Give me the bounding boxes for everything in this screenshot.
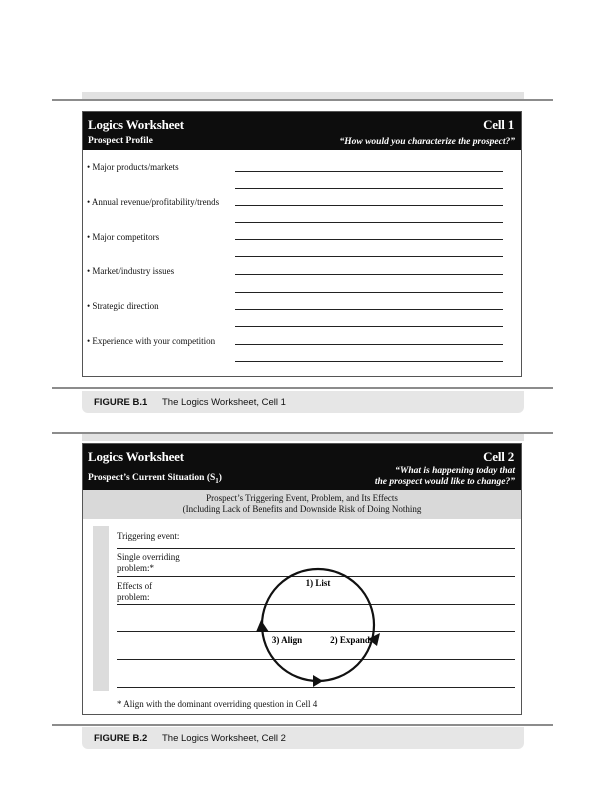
cell-2-header	[83, 444, 521, 490]
profile-item-strategy: • Strategic direction	[87, 301, 159, 311]
cell-1-header	[83, 112, 521, 150]
answer-line	[235, 326, 503, 327]
worksheet-cell-1	[82, 111, 522, 377]
cell-1-title: Logics Worksheet	[88, 117, 184, 132]
top-band-2	[82, 434, 524, 441]
answer-line	[235, 274, 503, 275]
cell-1-question: “How would you characterize the prospect?”	[339, 137, 515, 147]
cell-1-subtitle: Prospect Profile	[88, 136, 153, 146]
answer-line	[235, 239, 503, 240]
answer-line	[117, 548, 515, 549]
figure-caption-text-1: The Logics Worksheet, Cell 1	[162, 397, 286, 408]
cell-2-subtitle: Prospect’s Current Situation $(S_1)$	[88, 473, 222, 485]
answer-line	[235, 256, 503, 257]
figure-caption-text-2: The Logics Worksheet, Cell 2	[162, 733, 286, 744]
answer-line	[235, 171, 503, 172]
cell-2-number: Cell 2	[483, 449, 514, 464]
triggering-event-label: Triggering event:	[117, 531, 180, 541]
section-header-line-1: Prospect’s Triggering Event, Problem, and Its Effects	[206, 493, 398, 503]
profile-item-revenue: • Annual revenue/profitability/trends	[87, 197, 220, 207]
answer-line	[235, 188, 503, 189]
cycle-step-list: 1) List	[305, 578, 331, 588]
caption-rule-1	[52, 387, 553, 389]
cell-2-section-header	[83, 490, 521, 519]
figure-caption-2	[82, 727, 524, 749]
problem-label: Single overriding problem:*	[117, 552, 180, 573]
caption-rule-2	[52, 724, 553, 726]
section-header-line-2: (Including Lack of Benefits and Downside Risk of Doing Nothing	[182, 504, 422, 514]
cell-2-question: “What is happening today that the prospect would like to change?”	[374, 466, 515, 487]
top-band-1	[82, 92, 524, 99]
figure-label-1: FIGURE B.1	[94, 397, 148, 408]
top-rule-1	[52, 99, 553, 101]
worksheet-cell-2	[82, 443, 522, 715]
list-expand-align-cycle	[243, 562, 393, 692]
answer-line	[235, 222, 503, 223]
effects-label: Effects of problem:	[117, 581, 153, 602]
profile-item-products: • Major products/markets	[87, 162, 179, 172]
figure-label-2: FIGURE B.2	[94, 733, 148, 744]
cycle-arrow-bottom	[313, 675, 323, 687]
cycle-step-expand: 2) Expand	[330, 635, 370, 645]
answer-line	[235, 361, 503, 362]
answer-line	[235, 292, 503, 293]
figure-caption-1	[82, 391, 524, 413]
profile-item-experience: • Experience with your competition	[87, 336, 216, 346]
cell-2-title: Logics Worksheet	[88, 449, 184, 464]
cell-1-number: Cell 1	[483, 117, 514, 132]
answer-line	[235, 205, 503, 206]
answer-line	[235, 309, 503, 310]
answer-line	[235, 344, 503, 345]
cell-2-footnote: * Align with the dominant overriding question in Cell 4	[117, 699, 318, 709]
cell-2-sidebar	[93, 526, 109, 691]
profile-item-market: • Market/industry issues	[87, 266, 175, 276]
profile-item-competitors: • Major competitors	[87, 232, 160, 242]
cycle-step-align: 3) Align	[271, 635, 303, 645]
